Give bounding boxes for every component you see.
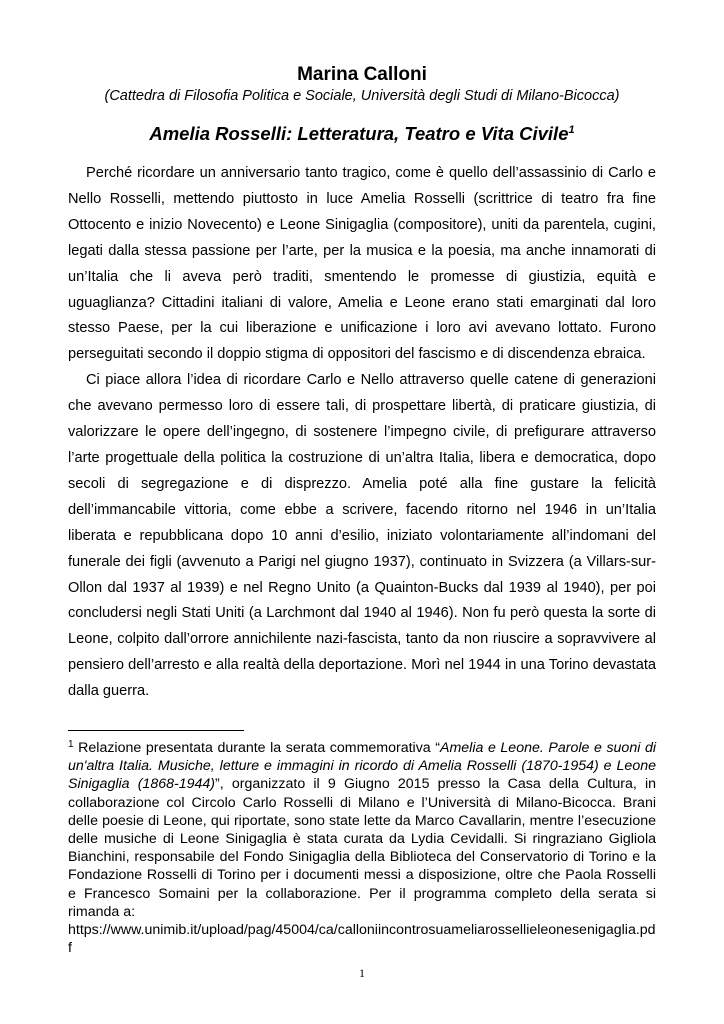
footnote: [68, 736, 656, 957]
footnote-number: 1: [68, 739, 74, 750]
footnote-event-title: Amelia e Leone. Parole e suoni di un'altra Italia. Musiche, letture e immagini in ricordo di Amelia Rosselli (1870-1954) e Leone Sinigaglia (1868-1944): [68, 740, 656, 793]
body-paragraph-2: Ci piace allora l’idea di ricordare Carlo e Nello attraverso quelle catene di generazioni che avevano permesso loro di essere tali, di prospettare libertà, di praticare giustizia, di valorizzare le opere dell’ingegno, di sostenere l’impegno civile, di prefigurare attraverso l’arte progettuale della politica la costruzione di un’altra Italia, libera e democratica, dopo secoli di segregazione e di disprezzo. Amelia poté alla fine gustare la felicità dell’immancabile vittoria, come ebbe a scrivere, facendo ritorno nel 1946 in un’Italia liberata e repubblicana dopo 10 anni d’esilio, iniziato volontariamente all’indomani del funerale dei figli (avvenuto a Parigi nel giugno 1937), continuato in Svizzera (a Villars-sur-Ollon dal 1937 al 1939) e nel Regno Unito (a Quainton-Bucks dal 1939 al 1940), per poi concludersi negli Stati Uniti (a Larchmont dal 1940 al 1946). Non fu però questa la sorte di Leone, colpito dall’orrore annichilente nazi-fascista, tanto da non riuscire a sopravvivere al pensiero dell’arresto e alla realtà della deportazione. Morì nel 1944 in una Torino devastata dalla guerra.: [68, 372, 656, 700]
footnote-separator: [68, 730, 244, 731]
footnote-text-a: Relazione presentata durante la serata commemorativa “: [78, 740, 440, 756]
author-affiliation: (Cattedra di Filosofia Politica e Sociale, Università degli Studi di Milano-Bicocca): [104, 88, 620, 104]
page-number: 1: [359, 966, 365, 980]
article-title: [0, 118, 724, 146]
title-footnote-ref: 1: [568, 124, 575, 136]
article-body: [68, 161, 656, 705]
footnote-url-link[interactable]: https://www.unimib.it/upload/pag/45004/ca/calloniincontrosuameliarossellieleonesenigaglia.pdf: [68, 922, 656, 957]
author-name: Marina Calloni: [297, 64, 427, 85]
body-paragraph-1: Perché ricordare un anniversario tanto tragico, come è quello dell’assassinio di Carlo e Nello Rosselli, mettendo piuttosto in luce Amelia Rosselli (scrittrice di teatro fra fine Ottocento e inizio Novecento) e Leone Sinigaglia (compositore), uniti da parentela, cugini, legati dalla stessa passione per l’arte, per la musica e la poesia, ma anche innamorati di un’Italia che li aveva però traditi, smentendo le promesse di giustizia, equità e uguaglianza? Cittadini italiani di valore, Amelia e Leone erano stati emarginati dal loro stesso Paese, per la cui liberazione e unificazione i loro avi avevano lottato. Furono perseguitati secondo il doppio stigma di oppositori del fascismo e di discendenza ebraica.: [68, 165, 656, 363]
footnote-text-c: ”, organizzato il 9 Giugno 2015 presso la Casa della Cultura, in collaborazione col Circolo Carlo Rosselli di Milano e l’Università di Milano-Bicocca. Brani delle poesie di Leone, qui riportate, sono state lette da Marco Cavallarin, mentre l’esecuzione delle musiche di Leone Sinigaglia è stata curata da Lydia Cevidalli. Si ringraziano Gigliola Bianchini, responsabile del Fondo Sinigaglia della Biblioteca del Conservatorio di Torino e la Fondazione Rosselli di Torino per i documenti messi a disposizione, oltre che Paola Rosselli e Francesco Somaini per la collaborazione. Per il programma completo della serata si rimanda a:: [68, 776, 656, 920]
article-title-text: Amelia Rosselli: Letteratura, Teatro e Vita Civile: [149, 123, 569, 144]
